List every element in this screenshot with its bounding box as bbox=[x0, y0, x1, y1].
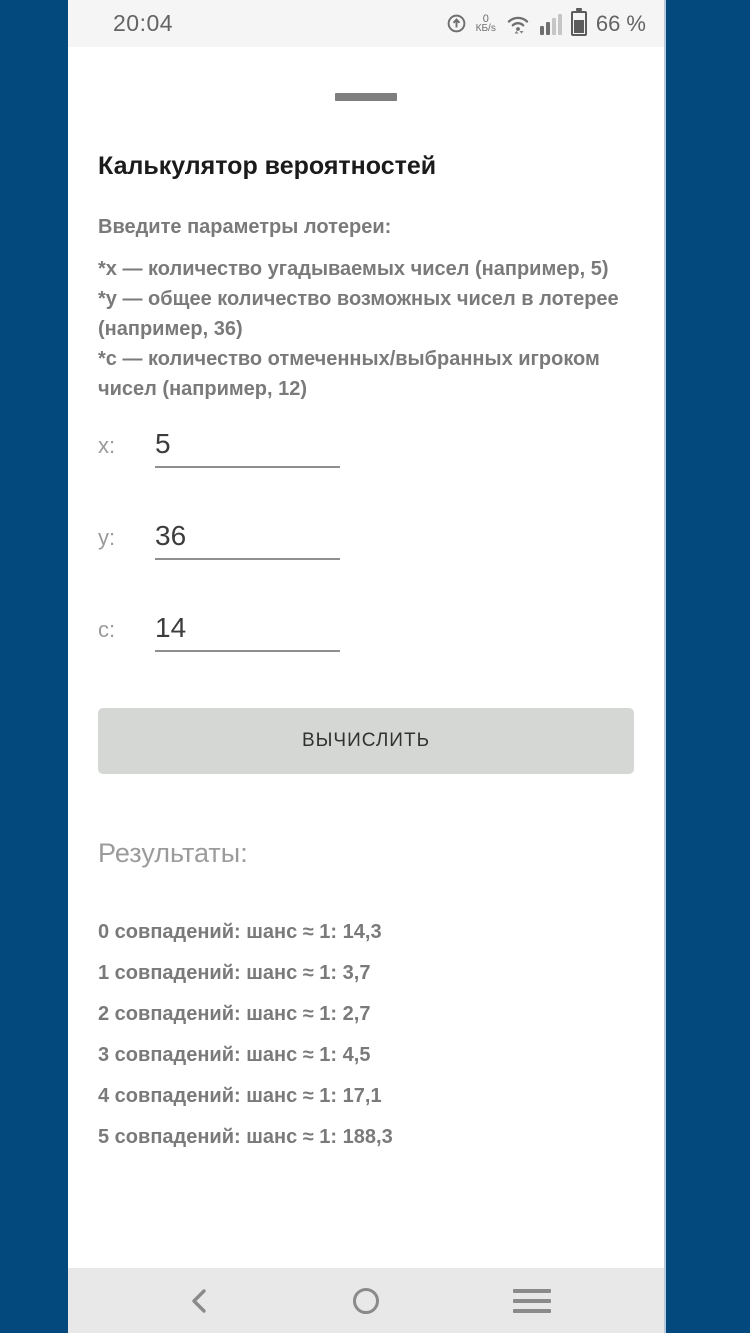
field-row-y bbox=[98, 520, 634, 562]
field-label-y: y: bbox=[98, 525, 116, 550]
instruction-line-c: *c — количество отмеченных/выбранных игроком чисел (например, 12) bbox=[98, 348, 600, 400]
result-line-4: 4 совпадений: шанс ≈ 1: 17,1 bbox=[98, 1085, 382, 1107]
status-icons bbox=[446, 11, 646, 37]
results-list bbox=[98, 912, 634, 1158]
result-line-5: 5 совпадений: шанс ≈ 1: 188,3 bbox=[98, 1126, 393, 1148]
page-title: Калькулятор вероятностей bbox=[98, 152, 437, 180]
field-label-x: x: bbox=[98, 433, 116, 458]
home-button[interactable] bbox=[342, 1277, 390, 1325]
field-label-c: c: bbox=[98, 617, 116, 642]
result-line-0: 0 совпадений: шанс ≈ 1: 14,3 bbox=[98, 921, 382, 943]
results-heading: Результаты: bbox=[98, 838, 248, 868]
app-screen bbox=[68, 0, 666, 1333]
result-line-1: 1 совпадений: шанс ≈ 1: 3,7 bbox=[98, 962, 371, 984]
data-saver-icon bbox=[446, 13, 467, 34]
battery-percent: 66 % bbox=[595, 10, 646, 36]
result-line-2: 2 совпадений: шанс ≈ 1: 2,7 bbox=[98, 1003, 371, 1025]
drag-handle[interactable] bbox=[335, 93, 397, 101]
instructions-heading: Введите параметры лотереи: bbox=[98, 216, 392, 238]
field-row-c bbox=[98, 612, 634, 654]
network-speed-unit: КБ/s bbox=[475, 22, 496, 34]
wifi-icon bbox=[505, 13, 531, 35]
status-bar bbox=[68, 0, 664, 47]
back-button[interactable] bbox=[176, 1277, 224, 1325]
field-input-x[interactable] bbox=[155, 428, 340, 468]
field-row-x bbox=[98, 428, 634, 470]
bottom-sheet bbox=[68, 47, 664, 1268]
field-input-c[interactable] bbox=[155, 612, 340, 652]
instructions-block bbox=[98, 254, 634, 404]
clock: 20:04 bbox=[113, 10, 174, 36]
signal-strength-icon bbox=[540, 13, 562, 35]
recents-icon bbox=[513, 1289, 551, 1313]
field-input-y[interactable] bbox=[155, 520, 340, 560]
battery-icon bbox=[571, 11, 587, 36]
home-icon bbox=[353, 1288, 379, 1314]
network-speed-indicator bbox=[476, 14, 496, 34]
calculate-button[interactable]: ВЫЧИСЛИТЬ bbox=[98, 708, 634, 774]
recents-button[interactable] bbox=[508, 1277, 556, 1325]
navigation-bar bbox=[68, 1268, 664, 1333]
result-line-3: 3 совпадений: шанс ≈ 1: 4,5 bbox=[98, 1044, 371, 1066]
instruction-line-x: *x — количество угадываемых чисел (например, 5) bbox=[98, 258, 609, 280]
instruction-line-y: *y — общее количество возможных чисел в лотерее (например, 36) bbox=[98, 288, 619, 340]
back-icon bbox=[185, 1286, 215, 1316]
network-speed-value: 0 bbox=[482, 12, 489, 25]
